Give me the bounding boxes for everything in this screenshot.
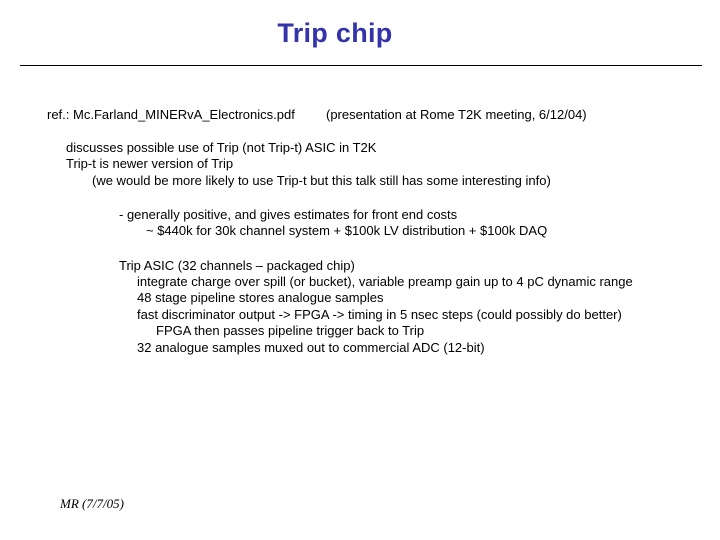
text-line: FPGA then passes pipeline trigger back to Trip — [156, 323, 425, 338]
text-line: Trip-t is newer version of Trip — [66, 156, 234, 171]
text-line: Trip ASIC (32 channels – packaged chip) — [119, 258, 355, 273]
text-line: integrate charge over spill (or bucket), variable preamp gain up to 4 pC dynamic range — [137, 274, 633, 289]
text-line: 32 analogue samples muxed out to commercial ADC (12-bit) — [137, 340, 485, 355]
text-line: (we would be more likely to use Trip-t but this talk still has some interesting info) — [92, 173, 551, 188]
reference-note: (presentation at Rome T2K meeting, 6/12/04) — [326, 107, 587, 122]
text-line: ~ $440k for 30k channel system + $100k LV distribution + $100k DAQ — [146, 223, 548, 238]
text-line: fast discriminator output -> FPGA -> timing in 5 nsec steps (could possibly do better) — [137, 307, 622, 322]
slide-title: Trip chip — [277, 18, 393, 48]
text-line: - generally positive, and gives estimates for front end costs — [119, 207, 458, 222]
title-divider — [20, 65, 702, 66]
reference-file: ref.: Mc.Farland_MINERvA_Electronics.pdf — [47, 107, 295, 122]
text-line: discusses possible use of Trip (not Trip-t) ASIC in T2K — [66, 140, 377, 155]
text-line: 48 stage pipeline stores analogue samples — [137, 290, 384, 305]
footer-author-date: MR (7/7/05) — [60, 496, 124, 511]
